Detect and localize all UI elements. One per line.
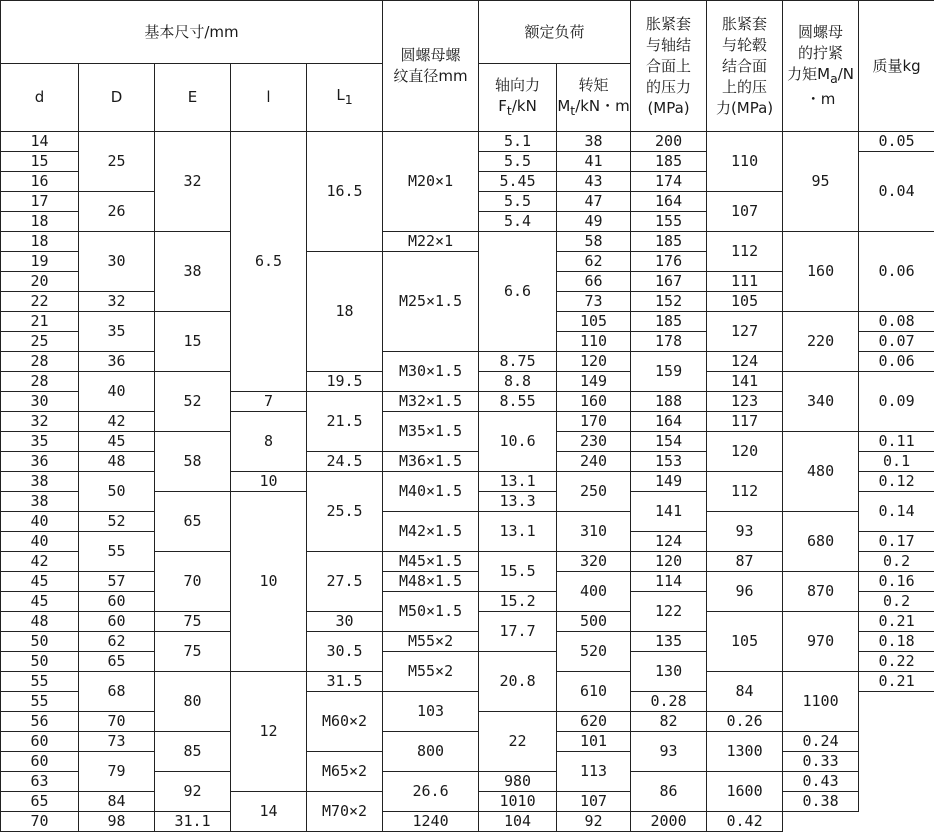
d-cell: 40 [1,512,79,532]
D-cell: 68 [79,672,155,712]
pressure-shaft-cell: 185 [631,312,707,332]
pressure-hub-cell: 87 [707,552,783,572]
E-cell: 75 [155,632,231,672]
nut-torque-cell: 160 [783,232,859,312]
table-row [1,512,934,532]
axial-force-cell: 15.5 [479,552,557,592]
pressure-shaft-cell: 155 [631,212,707,232]
d-cell: 28 [1,372,79,392]
mass-cell: 0.33 [783,752,859,772]
header-L1-label: L [336,86,345,104]
pressure-shaft-cell: 174 [631,172,707,192]
nut-torque-cell: 680 [783,512,859,572]
d-cell: 28 [1,352,79,372]
mass-cell: 0.21 [859,612,934,632]
axial-force-cell: 20.8 [479,652,557,712]
pressure-shaft-cell: 154 [631,432,707,452]
thread-cell: M30×1.5 [383,352,479,392]
pressure-shaft-cell: 164 [631,412,707,432]
pressure-hub-cell: 117 [707,412,783,432]
nut-torque-cell: 1100 [783,672,859,732]
mass-cell: 0.38 [783,792,859,812]
pressure-shaft-cell: 141 [631,492,707,532]
pressure-hub-cell: 110 [707,132,783,192]
d-cell: 38 [1,492,79,512]
E-cell: 75 [155,612,231,632]
mass-cell: 0.14 [859,492,934,532]
axial-force-cell: 13.1 [479,512,557,552]
torque-cell: 400 [557,572,631,612]
table-body [1,132,934,832]
table-row [1,572,934,592]
d-cell: 35 [1,432,79,452]
pressure-shaft-cell: 178 [631,332,707,352]
D-cell: 73 [79,732,155,752]
L1-cell: 30.5 [307,632,383,672]
E-cell: 70 [155,552,231,612]
D-cell: 30 [79,232,155,292]
axial-force-cell: 22 [479,712,557,772]
torque-cell: 110 [557,332,631,352]
torque-cell: 250 [557,472,631,512]
d-cell: 70 [1,812,79,832]
thread-cell: M55×2 [383,632,479,652]
mass-cell: 0.05 [859,132,934,152]
mass-cell: 0.16 [859,572,934,592]
mass-cell: 0.17 [859,532,934,552]
header-pressure-shaft: 胀紧套 与轴结 合面上 的压力 (MPa) [631,1,707,132]
d-cell: 60 [1,752,79,772]
axial-force-cell: 5.45 [479,172,557,192]
thread-cell: M45×1.5 [383,552,479,572]
pressure-shaft-cell: 101 [557,732,631,752]
header-E: E [155,64,231,132]
axial-force-cell: 5.1 [479,132,557,152]
D-cell: 70 [79,712,155,732]
d-cell: 56 [1,712,79,732]
pressure-shaft-cell: 135 [631,632,707,652]
E-cell: 98 [79,812,155,832]
L1-cell: 24.5 [307,452,383,472]
D-cell: 26 [79,192,155,232]
d-cell: 36 [1,452,79,472]
pressure-shaft-cell: 124 [631,532,707,552]
mass-cell: 0.18 [859,632,934,652]
mass-cell: 0.04 [859,152,934,232]
torque-cell: 610 [557,672,631,712]
axial-force-cell: 8.75 [479,352,557,372]
pressure-shaft-cell: 153 [631,452,707,472]
d-cell: 60 [1,732,79,752]
nut-torque-cell: 220 [783,312,859,372]
pressure-hub-cell: 96 [707,572,783,612]
torque-cell: 170 [557,412,631,432]
header-thread-diameter: 圆螺母螺 纹直径mm [383,1,479,132]
E-cell: 15 [155,312,231,372]
l-cell: 6.5 [231,132,307,392]
D-cell: 65 [79,652,155,672]
thread-cell: M48×1.5 [383,572,479,592]
torque-cell: 620 [557,712,631,732]
d-cell: 21 [1,312,79,332]
header-nut-torque-a: 圆螺母 的拧紧 力矩M [787,23,844,83]
header-L1-sub: 1 [344,92,353,107]
d-cell: 14 [1,132,79,152]
E-cell: 65 [155,492,231,552]
mass-cell: 0.26 [707,712,783,732]
mass-cell: 0.21 [859,672,934,692]
torque-cell: 62 [557,252,631,272]
l-cell: 10 [231,492,307,672]
pressure-shaft-cell: 152 [631,292,707,312]
header-L1 [307,64,383,132]
axial-force-cell: 6.6 [479,232,557,352]
d-cell: 40 [1,532,79,552]
pressure-shaft-cell: 200 [631,132,707,152]
pressure-shaft-cell: 149 [631,472,707,492]
pressure-hub-cell: 84 [707,672,783,712]
mass-cell: 0.2 [859,552,934,572]
nut-torque-cell: 970 [783,612,859,672]
header-l: l [231,64,307,132]
axial-force-cell: 10.6 [479,412,557,472]
pressure-shaft-cell: 120 [631,552,707,572]
D-cell: 50 [79,472,155,512]
axial-force-cell: 17.7 [479,612,557,652]
header-nut-torque [783,1,859,132]
nut-torque-cell: 2000 [631,812,707,832]
nut-torque-cell: 95 [783,132,859,232]
d-cell: 42 [1,552,79,572]
torque-cell: 43 [557,172,631,192]
d-cell: 30 [1,392,79,412]
torque-cell: 320 [557,552,631,572]
D-cell: 55 [79,532,155,572]
d-cell: 50 [1,652,79,672]
pressure-shaft-cell: 113 [557,752,631,792]
pressure-shaft-cell: 185 [631,152,707,172]
header-axial-sub: t [506,102,512,118]
d-cell: 55 [1,692,79,712]
axial-force-cell: 8.55 [479,392,557,412]
pressure-shaft-cell: 164 [631,192,707,212]
mass-cell: 0.28 [631,692,707,712]
D-cell: 36 [79,352,155,372]
pressure-shaft-cell: 185 [631,232,707,252]
torque-cell: 500 [557,612,631,632]
pressure-hub-cell: 111 [707,272,783,292]
nut-torque-cell: 1300 [707,732,783,772]
d-cell: 50 [1,632,79,652]
thread-cell: M70×2 [307,792,383,832]
pressure-shaft-cell: 167 [631,272,707,292]
pressure-shaft-cell: 103 [383,692,479,732]
d-cell: 63 [1,772,79,792]
table-row [1,812,934,832]
axial-force-cell: 8.8 [479,372,557,392]
d-cell: 45 [1,592,79,612]
torque-cell: 49 [557,212,631,232]
axial-force-cell: 5.5 [479,152,557,172]
header-axial-b: /kN [511,96,537,115]
header-nut-torque-b: /N ・m [805,65,855,108]
d-cell: 20 [1,272,79,292]
mass-cell: 0.22 [859,652,934,672]
pressure-hub-cell: 105 [707,612,783,672]
d-cell: 18 [1,232,79,252]
D-cell: 48 [79,452,155,472]
mass-cell: 0.09 [859,372,934,432]
thread-cell: M25×1.5 [383,252,479,352]
D-cell: 60 [79,612,155,632]
thread-cell: M40×1.5 [383,472,479,512]
torque-cell: 310 [557,512,631,552]
pressure-shaft-cell: 130 [631,652,707,692]
mass-cell: 0.24 [783,732,859,752]
L1-cell: 21.5 [307,392,383,452]
L1-cell: 27.5 [307,552,383,612]
mass-cell: 0.12 [859,472,934,492]
pressure-hub-cell: 141 [707,372,783,392]
D-cell: 79 [79,752,155,792]
header-d: d [1,64,79,132]
pressure-hub-cell: 124 [707,352,783,372]
D-cell: 35 [79,312,155,352]
D-cell: 32 [79,292,155,312]
axial-force-cell: 13.3 [479,492,557,512]
d-cell: 17 [1,192,79,212]
torque-cell: 240 [557,452,631,472]
E-cell: 92 [155,772,231,812]
L1-cell: 18 [307,252,383,372]
header-rated-load: 额定负荷 [479,1,631,64]
mass-cell: 0.43 [783,772,859,792]
pressure-hub-cell: 105 [707,292,783,312]
nut-torque-cell: 870 [783,572,859,612]
E-cell: 38 [155,232,231,312]
header-nut-torque-sub: a [830,71,838,86]
pressure-hub-cell: 93 [631,732,707,772]
axial-force-cell: 13.1 [479,472,557,492]
header-D: D [79,64,155,132]
D-cell: 25 [79,132,155,192]
D-cell: 40 [79,372,155,412]
header-torque-sub: t [570,102,576,118]
d-cell: 16 [1,172,79,192]
torque-cell: 41 [557,152,631,172]
pressure-hub-cell: 112 [707,472,783,512]
pressure-shaft-cell: 114 [631,572,707,592]
mass-cell: 0.06 [859,232,934,312]
pressure-hub-cell: 120 [707,432,783,472]
torque-cell: 1240 [383,812,479,832]
nut-torque-cell: 480 [783,432,859,512]
mass-cell: 0.11 [859,432,934,452]
pressure-shaft-cell: 107 [557,792,631,812]
L1-cell: 25.5 [307,472,383,552]
d-cell: 48 [1,612,79,632]
nut-torque-cell: 1600 [707,772,783,812]
thread-cell: M35×1.5 [383,412,479,452]
pressure-hub-cell: 123 [707,392,783,412]
table-row [1,132,934,152]
d-cell: 55 [1,672,79,692]
axial-force-cell: 26.6 [383,772,479,812]
D-cell: 52 [79,512,155,532]
d-cell: 22 [1,292,79,312]
pressure-hub-cell: 86 [631,772,707,812]
table-row [1,732,934,752]
mass-cell: 0.07 [859,332,934,352]
axial-force-cell: 5.4 [479,212,557,232]
pressure-shaft-cell: 188 [631,392,707,412]
torque-cell: 800 [383,732,479,772]
D-cell: 45 [79,432,155,452]
table-row [1,232,934,252]
D-cell: 42 [79,412,155,432]
header-mass: 质量kg [859,1,934,132]
axial-force-cell: 31.1 [155,812,231,832]
torque-cell: 160 [557,392,631,412]
thread-cell: M65×2 [307,752,383,792]
thread-cell: M55×2 [383,652,479,692]
thread-cell: M60×2 [307,692,383,752]
l-cell: 14 [231,792,307,832]
d-cell: 25 [1,332,79,352]
d-cell: 19 [1,252,79,272]
D-cell: 60 [79,592,155,612]
L1-cell: 31.5 [307,672,383,692]
L1-cell: 19.5 [307,372,383,392]
torque-cell: 149 [557,372,631,392]
header-axial-force [479,64,557,132]
l-cell: 8 [231,412,307,472]
L1-cell: 16.5 [307,132,383,252]
pressure-shaft-cell: 104 [479,812,557,832]
mass-cell: 0.08 [859,312,934,332]
E-cell: 52 [155,372,231,432]
pressure-shaft-cell: 159 [631,352,707,392]
l-cell: 7 [231,392,307,412]
L1-cell: 30 [307,612,383,632]
d-cell: 65 [1,792,79,812]
d-cell: 18 [1,212,79,232]
header-torque [557,64,631,132]
mass-cell: 0.42 [707,812,783,832]
mass-cell: 0.06 [859,352,934,372]
pressure-hub-cell: 93 [707,512,783,552]
d-cell: 45 [1,572,79,592]
d-cell: 38 [1,472,79,492]
pressure-shaft-cell: 176 [631,252,707,272]
nut-torque-cell: 340 [783,372,859,432]
header-torque-b: /kN・m [575,96,630,115]
d-cell: 32 [1,412,79,432]
torque-cell: 1010 [479,792,557,812]
thread-cell: M32×1.5 [383,392,479,412]
axial-force-cell: 15.2 [479,592,557,612]
torque-cell: 38 [557,132,631,152]
E-cell: 85 [155,732,231,772]
l-cell: 10 [231,472,307,492]
D-cell: 62 [79,632,155,652]
header-basic-dims: 基本尺寸/mm [1,1,383,64]
torque-cell: 105 [557,312,631,332]
thread-cell: M22×1 [383,232,479,252]
pressure-hub-cell: 127 [707,312,783,352]
pressure-shaft-cell: 122 [631,592,707,632]
d-cell: 15 [1,152,79,172]
E-cell: 80 [155,672,231,732]
D-cell: 84 [79,792,155,812]
torque-cell: 73 [557,292,631,312]
mass-cell: 0.1 [859,452,934,472]
D-cell: 57 [79,572,155,592]
pressure-hub-cell: 107 [707,192,783,232]
header-torque-a: 转矩 M [557,75,609,115]
axial-force-cell: 5.5 [479,192,557,212]
E-cell: 32 [155,132,231,232]
mass-cell: 0.2 [859,592,934,612]
header-pressure-hub: 胀紧套 与轮毂 结合面 上的压 力(MPa) [707,1,783,132]
header-axial-a: 轴向力 F [495,75,541,115]
torque-cell: 66 [557,272,631,292]
pressure-hub-cell: 82 [631,712,707,732]
torque-cell: 520 [557,632,631,672]
pressure-hub-cell: 112 [707,232,783,272]
thread-cell: M50×1.5 [383,592,479,632]
thread-cell: M42×1.5 [383,512,479,552]
thread-cell: M36×1.5 [383,452,479,472]
torque-cell: 58 [557,232,631,252]
torque-cell: 980 [479,772,557,792]
torque-cell: 120 [557,352,631,372]
l-cell: 12 [231,672,307,792]
E-cell: 58 [155,432,231,492]
thread-cell: M20×1 [383,132,479,232]
pressure-hub-cell: 92 [557,812,631,832]
torque-cell: 230 [557,432,631,452]
torque-cell: 47 [557,192,631,212]
